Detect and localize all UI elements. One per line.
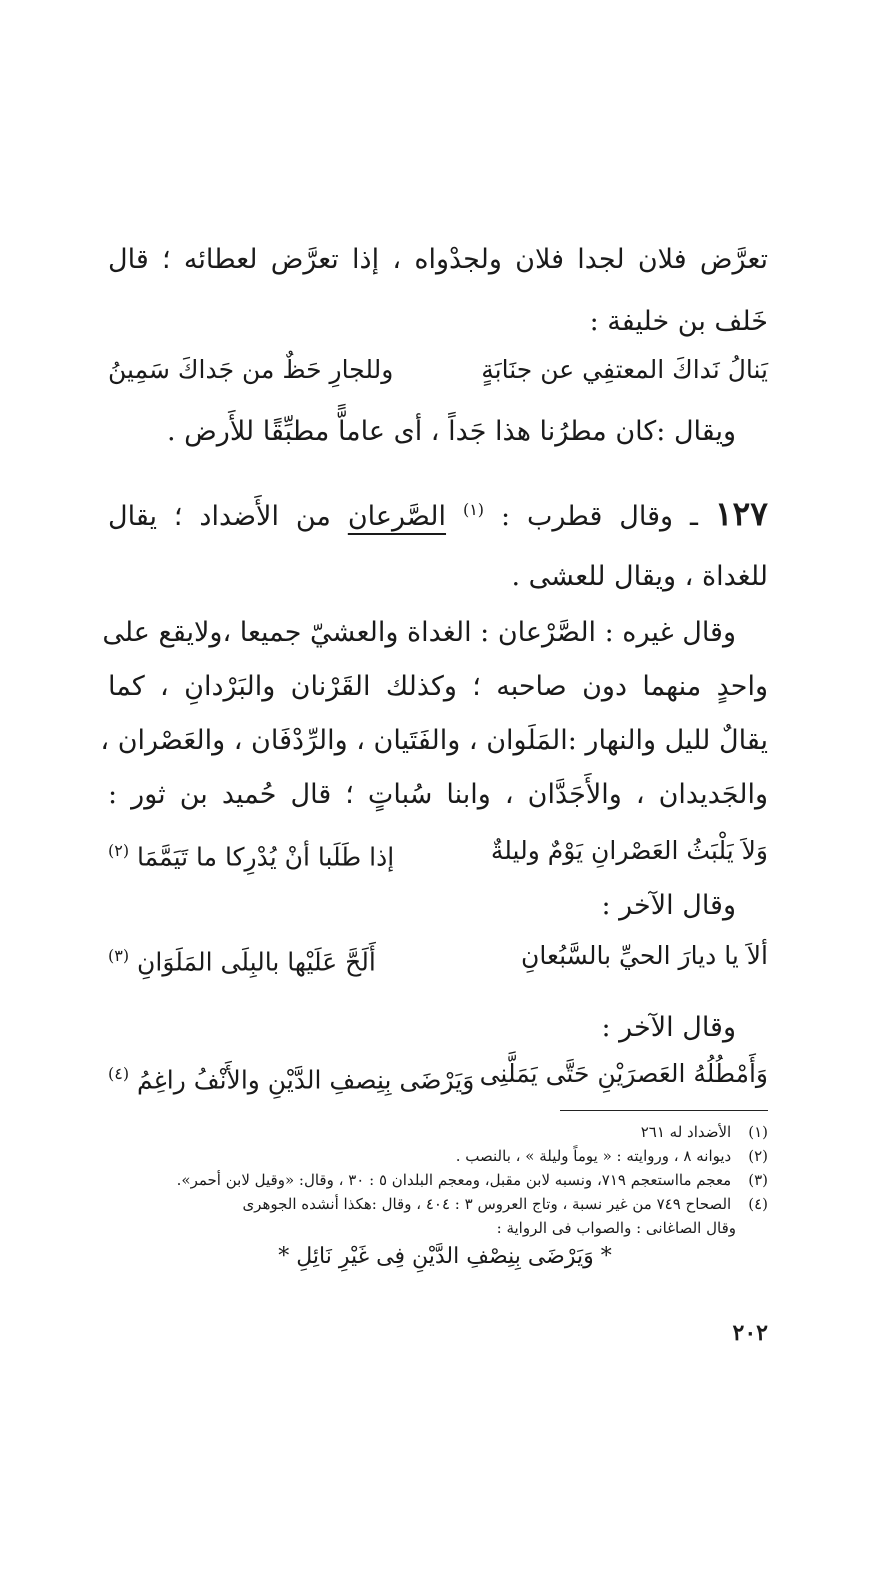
verse-hemistich-first: وَأَمْطُلُهُ العَصرَيْنِ حَتَّى يَمَلَّنِى	[479, 1059, 768, 1088]
footnote	[177, 1170, 768, 1190]
footnote	[456, 1146, 768, 1166]
verse-hemistich-second-wrap	[108, 938, 376, 980]
text-line: تعرَّض فلان لجدا فلان ولجدْواه ، إذا تعرَّض لعطائه ؛ قال	[108, 244, 768, 275]
footnote-divider	[560, 1110, 768, 1111]
footnote-text: الأضداد له ٢٦١	[640, 1123, 732, 1141]
verse-hemistich-second-wrap	[108, 833, 394, 875]
footnote-number: (٣)	[748, 1171, 768, 1189]
footnote-marker: (١)	[462, 500, 485, 519]
text-line: وقال الآخر :	[601, 890, 736, 921]
text-line: والجَديدان ، والأَجَدَّان ، وابنا سُباتٍ ؛ قال حُميد بن ثور :	[108, 779, 768, 810]
footnote-text: ديوانه ٨ ، وروايته : « يوماً وليلة » ، بالنصب .	[455, 1147, 732, 1165]
text-span: من الأَضداد ؛ يقال	[108, 501, 331, 532]
text-line: ويقال :كان مطرُنا هذا جَداً ، أى عاماًّ مطبِّقًا للأَرض .	[166, 416, 736, 447]
footnote-text: معجم مااستعجم ٧١٩، ونسبه لابن مقبل، ومعجم البلدان ٥ : ٣٠ ، وقال: «وقيل لابن أحمر».	[176, 1171, 732, 1189]
verse-hemistich-first: يَنالُ نَداكَ المعتفِي عن جنَابَةٍ	[481, 355, 768, 384]
footnote-marker: (٤)	[108, 1064, 130, 1083]
text-line: خَلف بن خليفة :	[589, 306, 768, 337]
verse-hemistich-second: أَلَحَّ عَلَيْها بالبِلَى المَلَوَانِ	[137, 947, 376, 977]
entry-heading-line	[108, 490, 768, 537]
text-line: واحدٍ منهما دون صاحبه ؛ وكذلك القَرْنان والبَرْدانِ ، كما	[108, 671, 768, 702]
text-line: يقالٌ لليل والنهار :المَلَوان ، والفَتَيان ، والرِّدْفَان ، والعَصْران ،	[100, 725, 768, 756]
footnote-marker: (٢)	[108, 841, 130, 860]
verse-hemistich-first: ألاَ يا ديارَ الحيِّ بالسَّبُعانِ	[521, 941, 768, 970]
text-line: وقال الآخر :	[601, 1012, 736, 1043]
text-line: للغداة ، ويقال للعشى .	[511, 561, 768, 592]
footnote-number: (٢)	[748, 1147, 768, 1165]
text-span: ـ وقال قطرب :	[500, 501, 698, 532]
verse-hemistich-second: إذا طَلَبا أنْ يُدْرِكا ما تَيَمَّمَا	[137, 842, 395, 872]
text-line: وقال غيره : الصَّرْعان : الغداة والعشيّ جميعا ،ولايقع على	[102, 617, 736, 648]
verse-hemistich-first: وَلاَ يَلْبَثُ العَصْرانِ يَوْمٌ وليلةٌ	[490, 836, 768, 865]
verse-hemistich-second: وللجارِ حَظٌ من جَداكَ سَمِينُ	[108, 355, 394, 384]
verse-hemistich-second-wrap	[108, 1056, 474, 1098]
verse-hemistich-second: وَيَرْضَى بِنِصفِ الدَّيْنِ والأَنْفُ راغِمُ	[137, 1065, 475, 1095]
footnote-marker: (٣)	[108, 946, 130, 965]
entry-number: ١٢٧	[714, 494, 768, 533]
footnote	[641, 1122, 768, 1142]
footnote-continuation: وقال الصاغانى : والصواب فى الرواية :	[496, 1219, 736, 1237]
footnote-text: الصحاح ٧٤٩ من غير نسبة ، وتاج العروس ٣ : ٤٠٤ ، وقال :هكذا أنشده الجوهرى	[242, 1195, 732, 1213]
footnote	[242, 1194, 768, 1214]
headword: الصَّرعان	[347, 501, 447, 532]
page-number: ٢٠٢	[732, 1320, 768, 1346]
footnote-number: (٤)	[748, 1195, 768, 1213]
footnote-quote: * وَيَرْضَى بِنِصْفِ الدَّيْنِ فِى غَيْرِ نَائِلِ *	[278, 1244, 612, 1269]
footnote-number: (١)	[748, 1123, 768, 1141]
